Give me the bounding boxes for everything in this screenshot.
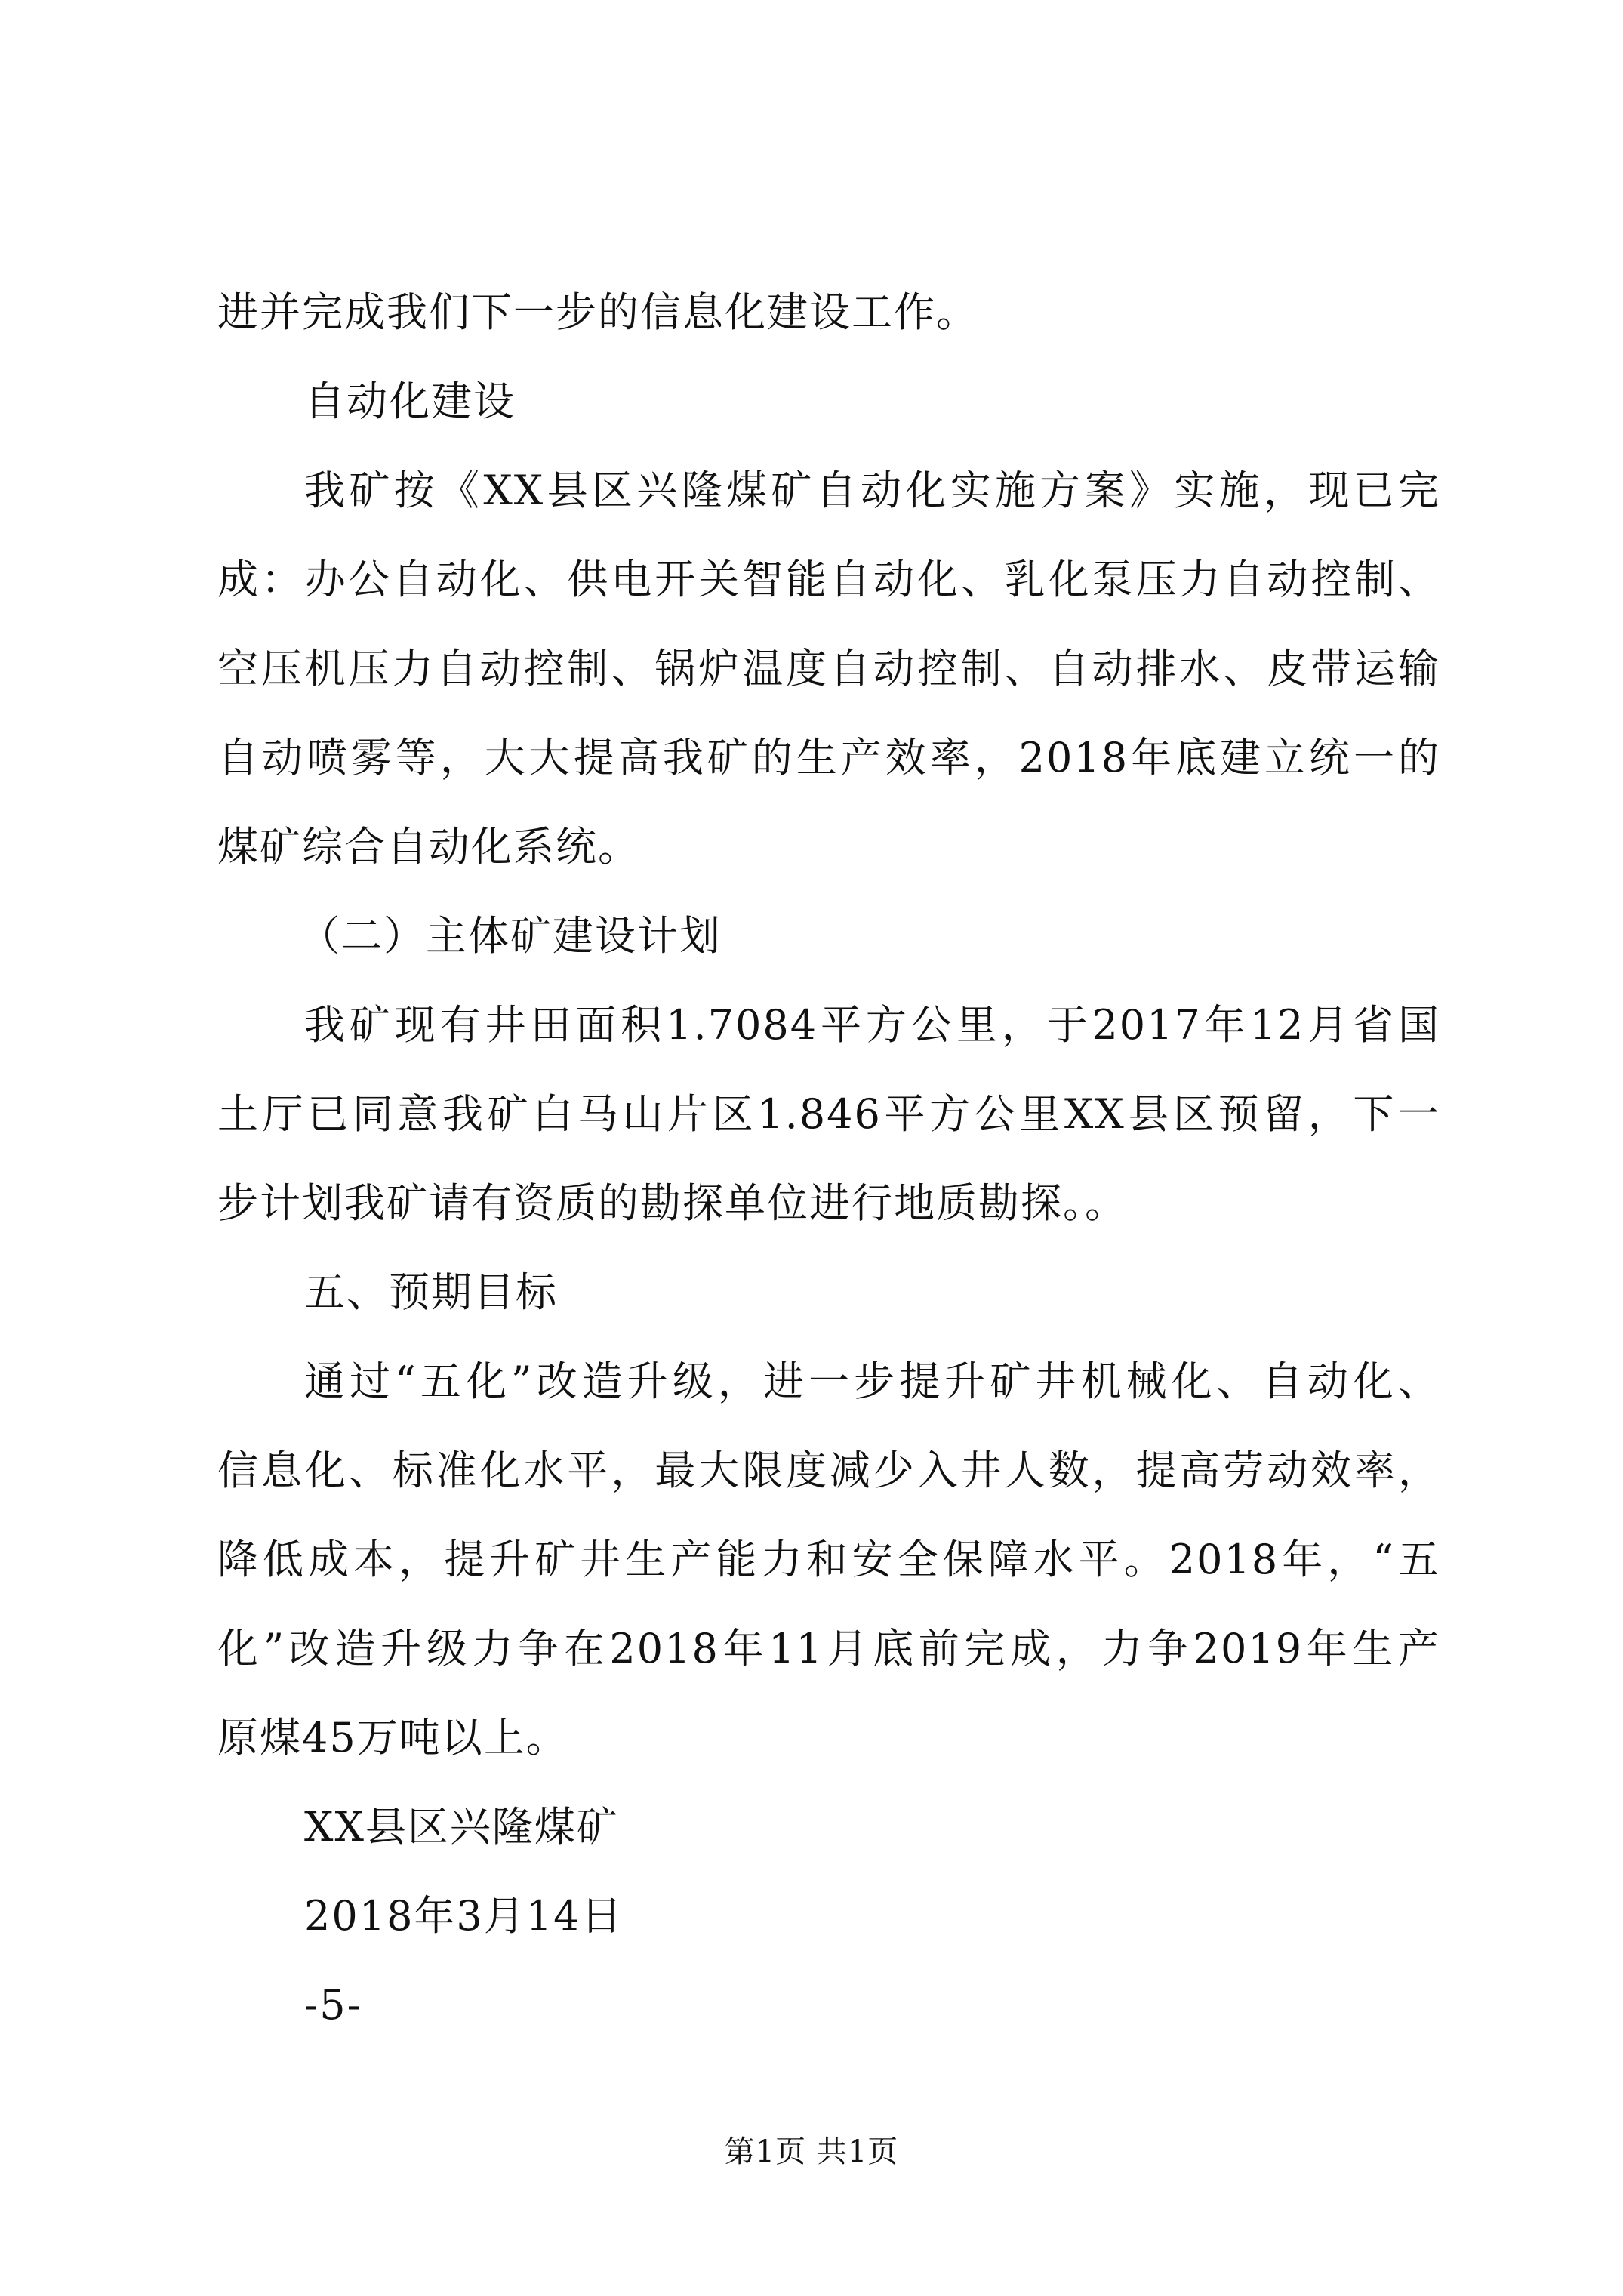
- paragraph-line: 成：办公自动化、供电开关智能自动化、乳化泵压力自动控制、: [217, 556, 1440, 603]
- paragraph-line: 我矿按《XX县区兴隆煤矿自动化实施方案》实施，现已完: [304, 467, 1440, 514]
- inline-page-number: -5-: [304, 1981, 362, 2029]
- paragraph-line: 步计划我矿请有资质的勘探单位进行地质勘探。。: [217, 1179, 1127, 1227]
- paragraph-line: 自动喷雾等，大大提高我矿的生产效率，2018年底建立统一的: [217, 734, 1440, 781]
- paragraph-line: 我矿现有井田面积1.7084平方公里，于2017年12月省国: [304, 1001, 1440, 1049]
- paragraph-line: 信息化、标准化水平，最大限度减少入井人数，提高劳动效率，: [217, 1447, 1440, 1494]
- signature-date: 2018年3月14日: [304, 1892, 624, 1940]
- paragraph-line: 空压机压力自动控制、锅炉温度自动控制、自动排水、皮带运输: [217, 645, 1440, 692]
- page-footer: 第1页 共1页: [724, 2134, 899, 2169]
- signature-organization: XX县区兴隆煤矿: [304, 1803, 619, 1851]
- section-heading: 五、预期目标: [304, 1268, 558, 1316]
- document-body: [217, 268, 1440, 2050]
- paragraph-line: 通过“五化”改造升级，进一步提升矿井机械化、自动化、: [304, 1358, 1440, 1405]
- paragraph-line: 土厅已同意我矿白马山片区1.846平方公里XX县区预留，下一: [217, 1090, 1440, 1138]
- paragraph-line: 原煤45万吨以上。: [217, 1714, 568, 1761]
- paragraph-line: 化”改造升级力争在2018年11月底前完成，力争2019年生产: [217, 1625, 1440, 1672]
- section-heading: （二）主体矿建设计划: [299, 912, 722, 960]
- paragraph-line: 进并完成我们下一步的信息化建设工作。: [217, 288, 978, 336]
- section-heading: 自动化建设: [304, 378, 516, 425]
- paragraph-line: 降低成本，提升矿井生产能力和安全保障水平。2018年，“五: [217, 1536, 1440, 1583]
- paragraph-line: 煤矿综合自动化系统。: [217, 823, 640, 871]
